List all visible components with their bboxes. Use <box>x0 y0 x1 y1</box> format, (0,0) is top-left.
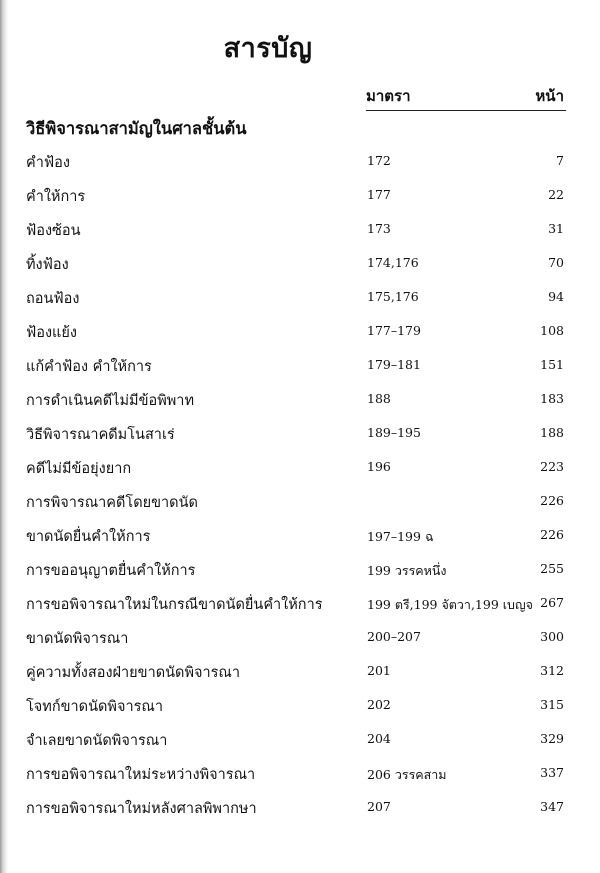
toc-entry[interactable] <box>0 383 600 417</box>
toc-entry[interactable] <box>0 247 600 281</box>
toc-entry-section: 174,176 <box>367 255 419 270</box>
toc-entry[interactable] <box>0 349 600 383</box>
toc-entry-section: 200–207 <box>367 629 421 644</box>
toc-entry-page: 226 <box>540 493 564 508</box>
toc-entry[interactable] <box>0 723 600 757</box>
toc-entry-page: 151 <box>540 357 564 372</box>
toc-entry[interactable] <box>0 451 600 485</box>
toc-entry[interactable] <box>0 145 600 179</box>
toc-entry[interactable] <box>0 689 600 723</box>
toc-entry-section: 196 <box>367 459 391 474</box>
toc-entry-page: 108 <box>540 323 564 338</box>
toc-entry-section: 207 <box>367 799 391 814</box>
toc-entry-page: 312 <box>540 663 564 678</box>
toc-entry-section: 204 <box>367 731 391 746</box>
toc-entry[interactable] <box>0 315 600 349</box>
toc-entry-section: 177 <box>367 187 391 202</box>
toc-entry-title: แก้คำฟ้อง คำให้การ <box>26 359 152 375</box>
toc-entry-section: 177–179 <box>367 323 421 338</box>
toc-entry-title: การขออนุญาตยื่นคำให้การ <box>26 563 196 579</box>
toc-entry[interactable] <box>0 213 600 247</box>
toc-entry-title: จำเลยขาดนัดพิจารณา <box>26 733 168 749</box>
toc-list <box>0 145 600 825</box>
toc-entry[interactable] <box>0 791 600 825</box>
toc-entry-section: 202 <box>367 697 391 712</box>
toc-entry-title: คำให้การ <box>26 189 86 205</box>
toc-entry-title: ขาดนัดพิจารณา <box>26 631 129 647</box>
toc-entry-page: 94 <box>548 289 564 304</box>
toc-entry-title: ฟ้องแย้ง <box>26 325 77 341</box>
header-underline <box>366 110 566 111</box>
toc-entry-section: 199 ตรี,199 จัตวา,199 เบญจ <box>367 597 533 612</box>
toc-entry-section: 188 <box>367 391 391 406</box>
toc-entry-page: 329 <box>540 731 564 746</box>
toc-entry-title: การดำเนินคดีไม่มีข้อพิพาท <box>26 393 195 409</box>
toc-entry-page: 267 <box>540 595 564 610</box>
toc-entry-title: ฟ้องซ้อน <box>26 223 81 239</box>
toc-entry-page: 7 <box>556 153 564 168</box>
toc-entry-title: ถอนฟ้อง <box>26 291 80 307</box>
toc-entry-title: การขอพิจารณาใหม่ในกรณีขาดนัดยื่นคำให้การ <box>26 597 323 613</box>
toc-entry-title: คดีไม่มีข้อยุ่งยาก <box>26 461 132 477</box>
toc-entry-page: 188 <box>540 425 564 440</box>
toc-entry-page: 183 <box>540 391 564 406</box>
toc-entry-title: การพิจารณาคดีโดยขาดนัด <box>26 495 198 511</box>
toc-entry[interactable] <box>0 281 600 315</box>
section-column-header: มาตรา <box>366 87 411 105</box>
toc-entry-title: วิธีพิจารณาคดีมโนสาเร่ <box>26 427 175 443</box>
toc-entry-title: การขอพิจารณาใหม่ระหว่างพิจารณา <box>26 767 256 783</box>
toc-entry[interactable] <box>0 621 600 655</box>
toc-entry-title: โจทก์ขาดนัดพิจารณา <box>26 699 163 715</box>
toc-entry[interactable] <box>0 519 600 553</box>
toc-entry[interactable] <box>0 587 600 621</box>
toc-entry[interactable] <box>0 417 600 451</box>
toc-entry-title: คู่ความทั้งสองฝ่ายขาดนัดพิจารณา <box>26 665 241 681</box>
toc-entry-page: 226 <box>540 527 564 542</box>
chapter-heading: วิธีพิจารณาสามัญในศาลชั้นต้น <box>26 119 247 138</box>
toc-entry-page: 70 <box>548 255 564 270</box>
toc-entry-section: 189–195 <box>367 425 421 440</box>
toc-entry-page: 31 <box>548 221 564 236</box>
toc-entry-page: 22 <box>548 187 564 202</box>
toc-entry[interactable] <box>0 757 600 791</box>
toc-entry-section: 175,176 <box>367 289 419 304</box>
toc-entry-section: 173 <box>367 221 391 236</box>
toc-entry[interactable] <box>0 485 600 519</box>
toc-entry-page: 315 <box>540 697 564 712</box>
toc-entry-section: 172 <box>367 153 391 168</box>
toc-entry-page: 347 <box>540 799 564 814</box>
toc-entry[interactable] <box>0 655 600 689</box>
toc-entry-section: 197–199 ฉ <box>367 529 434 544</box>
toc-entry[interactable] <box>0 553 600 587</box>
toc-entry-title: การขอพิจารณาใหม่หลังศาลพิพากษา <box>26 801 257 817</box>
toc-entry-page: 300 <box>540 629 564 644</box>
toc-entry-title: ทิ้งฟ้อง <box>26 257 69 273</box>
toc-entry-section: 206 วรรคสาม <box>367 767 447 782</box>
page-column-header: หน้า <box>535 87 564 105</box>
toc-entry-title: คำฟ้อง <box>26 155 70 171</box>
toc-entry-section: 179–181 <box>367 357 421 372</box>
toc-entry-section: 199 วรรคหนึ่ง <box>367 563 447 578</box>
toc-entry-title: ขาดนัดยื่นคำให้การ <box>26 529 151 545</box>
toc-entry-section: 201 <box>367 663 391 678</box>
toc-entry-page: 223 <box>540 459 564 474</box>
page-title: สารบัญ <box>223 33 313 64</box>
toc-entry[interactable] <box>0 179 600 213</box>
toc-entry-page: 337 <box>540 765 564 780</box>
toc-entry-page: 255 <box>540 561 564 576</box>
